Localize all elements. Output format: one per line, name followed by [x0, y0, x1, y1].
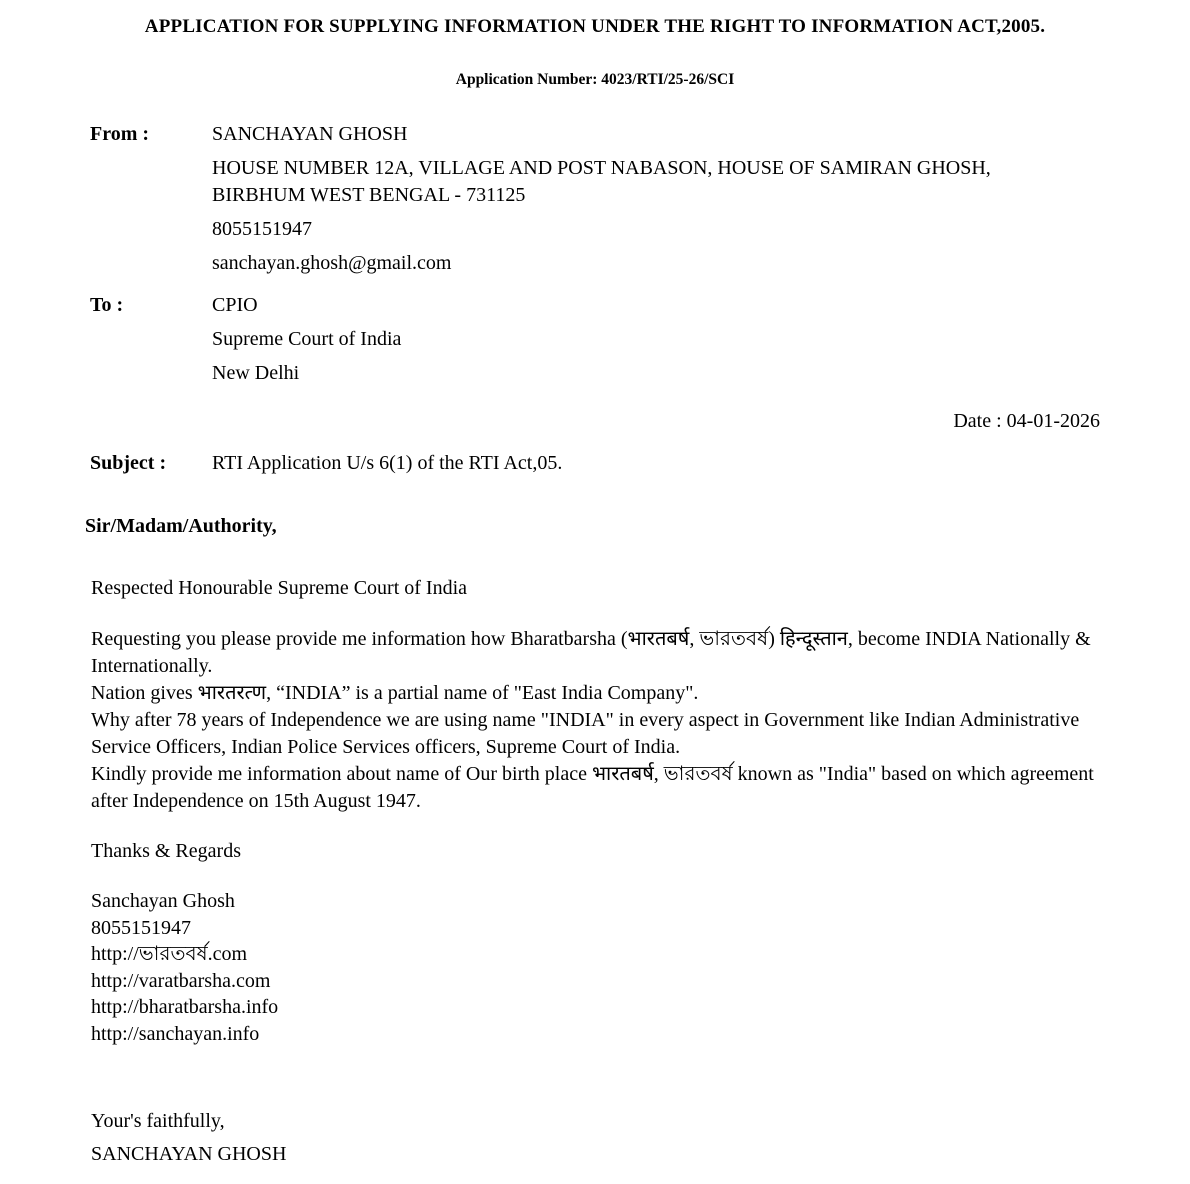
signature-name: Sanchayan Ghosh [91, 890, 235, 912]
application-number: Application Number: 4023/RTI/25-26/SCI [455, 71, 735, 88]
to-label: To : [90, 294, 124, 316]
body-sentence: Why after 78 years of Independence we are using name "INDIA" in every aspect in Government like Indian Administrative Service Officers, Indian Police Services officers, Supreme Court of India. [91, 709, 1080, 758]
salutation: Sir/Madam/Authority, [85, 515, 277, 537]
sender-email: sanchayan.ghosh@gmail.com [212, 252, 452, 274]
signature-url: http://ভারতবর্ষ.com [91, 943, 248, 965]
signature-url: http://varatbarsha.com [91, 969, 271, 992]
recipient-city: New Delhi [212, 362, 300, 384]
greeting-line: Respected Honourable Supreme Court of India [91, 577, 468, 599]
thanks-line: Thanks & Regards [91, 840, 241, 862]
recipient-designation: CPIO [212, 294, 258, 316]
body-sentence: Nation gives भारतरत्ण, “INDIA” is a partial name of "East India Company". [91, 682, 699, 704]
subject-label: Subject : [90, 452, 167, 474]
body-paragraph [0, 626, 1190, 815]
from-label: From : [90, 123, 150, 145]
from-section [0, 121, 1190, 284]
body-sentence: Kindly provide me information about name of Our birth place भारतबर्ष, ভারতবর্ষ known as "India" based on which agreement after Independence on 15th August 1947. [91, 763, 1094, 812]
to-details [212, 292, 401, 394]
body-sentence: Requesting you please provide me information how Bharatbarsha (भारतबर्ष, ভারতবর্ষ) हिन्दूस्तान, become INDIA Nationally & Internationally. [91, 628, 1091, 677]
sender-name: SANCHAYAN GHOSH [212, 123, 408, 145]
recipient-organization: Supreme Court of India [212, 328, 402, 350]
sender-address: HOUSE NUMBER 12A, VILLAGE AND POST NABASON, HOUSE OF SAMIRAN GHOSH, BIRBHUM WEST BENGAL - 731125 [212, 157, 991, 206]
signature-url: http://sanchayan.info [91, 1022, 260, 1045]
subject-text: RTI Application U/s 6(1) of the RTI Act,05. [212, 452, 563, 474]
from-details [212, 121, 1027, 284]
subject-section [0, 450, 1190, 477]
signature-phone: 8055151947 [91, 916, 191, 939]
signatory-name: SANCHAYAN GHOSH [91, 1143, 287, 1165]
date-line: Date : 04-01-2026 [953, 410, 1100, 432]
signature-url: http://bharatbarsha.info [91, 996, 279, 1018]
valediction-line: Your's faithfully, [91, 1110, 225, 1132]
to-section [0, 292, 1190, 394]
signature-block [0, 888, 1190, 1047]
sender-phone: 8055151947 [212, 218, 312, 240]
document-title: APPLICATION FOR SUPPLYING INFORMATION UNDER THE RIGHT TO INFORMATION ACT,2005. [144, 16, 1046, 37]
